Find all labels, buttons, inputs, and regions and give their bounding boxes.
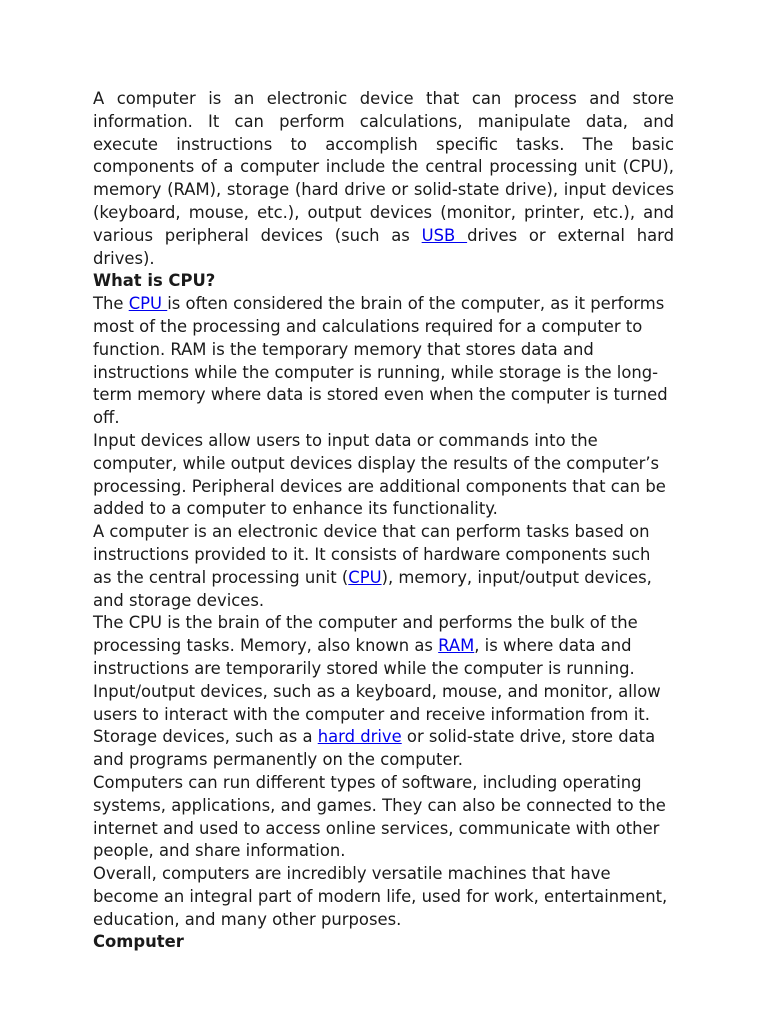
heading-computer: Computer — [93, 932, 184, 952]
hardware-text-start: A computer is an electronic device that can perform tasks based on instructions provided to it. It consists of hardware components such as the central processing unit ( — [93, 522, 651, 587]
ram-link[interactable]: RAM — [438, 636, 475, 656]
hard-drive-link[interactable]: hard drive — [317, 727, 402, 747]
memory-text-start: The CPU is the brain of the computer and performs the bulk of the processing tasks. Memory, also known as — [93, 613, 638, 656]
storage-paragraph — [93, 726, 674, 772]
cpu-link-2[interactable]: CPU — [348, 567, 382, 587]
cpu-text-end: is often considered the brain of the computer, as it performs most of the processing and calculations required for a computer to function. RAM is the temporary memory that stores data and instructions while the computer is running, while storage is the long-term memory where data is stored even when the computer is turned off. — [93, 294, 668, 428]
document-body — [93, 88, 674, 954]
cpu-link[interactable]: CPU — [128, 294, 168, 314]
hardware-text-end: ), memory, input/output devices, and storage devices. — [93, 567, 652, 610]
intro-paragraph — [93, 88, 674, 270]
intro-text-start: A computer is an electronic device that can process and store information. It can perform calculations, manipulate data, and execute instructions to accomplish specific tasks. The basic components of a computer include the central processing unit (CPU), memory (RAM), storage (hard drive or solid-state drive), input devices (keyboard, mouse, etc.), output devices (monitor, printer, etc.), and various peripheral devices (such as — [93, 89, 674, 245]
storage-text-start: Storage devices, such as a — [93, 727, 318, 747]
usb-link[interactable]: USB — [421, 225, 468, 245]
input-output-paragraph: Input/output devices, such as a keyboard, mouse, and monitor, allow users to interact with the computer and receive information from it. — [93, 681, 661, 724]
cpu-paragraph — [93, 293, 674, 430]
cpu-text-start: The — [93, 294, 129, 314]
memory-text-end: , is where data and instructions are temporarily stored while the computer is running. — [93, 636, 635, 678]
software-paragraph: Computers can run different types of software, including operating systems, applications, and games. They can also be connected to the internet and used to access online services, communicate with other people, and share information. — [93, 772, 666, 861]
intro-text-end: drives or external hard drives). — [93, 225, 674, 268]
io-devices-paragraph: Input devices allow users to input data or commands into the computer, while output devices display the results of the computer’s processing. Peripheral devices are additional components that can be added to a computer to enhance its functionality. — [93, 430, 666, 519]
storage-text-end: or solid-state drive, store data and programs permanently on the computer. — [93, 727, 656, 770]
memory-paragraph — [93, 612, 674, 680]
heading-what-is-cpu: What is CPU? — [93, 271, 216, 291]
overall-paragraph: Overall, computers are incredibly versatile machines that have become an integral part of modern life, used for work, entertainment, education, and many other purposes. — [93, 864, 668, 929]
hardware-paragraph — [93, 521, 674, 612]
